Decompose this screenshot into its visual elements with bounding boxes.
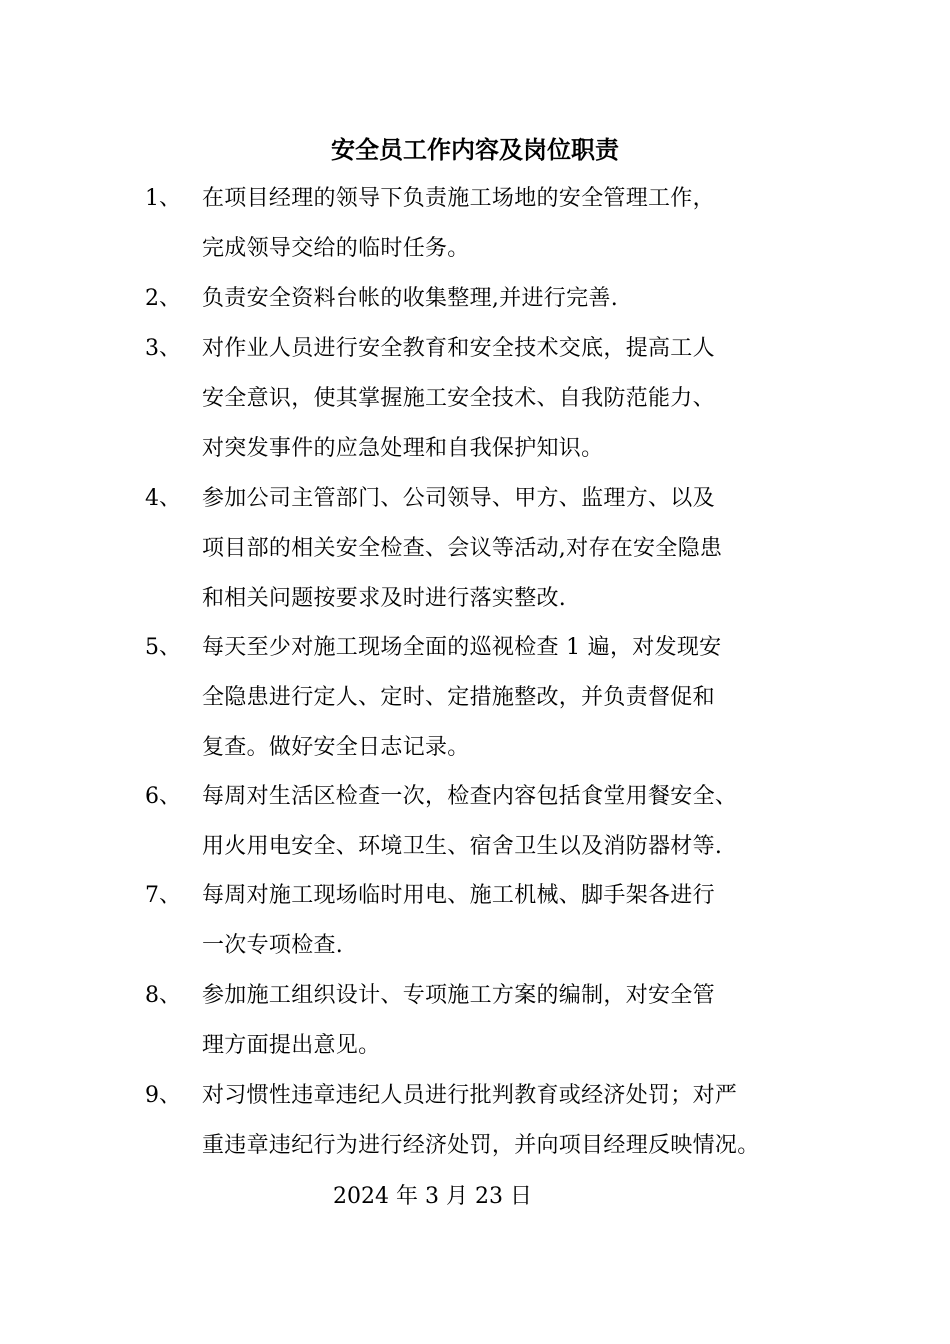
item-text-line: 每周对生活区检查一次，检查内容包括食堂用餐安全、 bbox=[202, 784, 738, 809]
item-number: 2、 bbox=[145, 286, 181, 311]
item-text-line: 重违章违纪行为进行经济处罚，并向项目经理反映情况。 bbox=[202, 1133, 760, 1158]
item-number: 8、 bbox=[145, 983, 181, 1008]
document-title: 安全员工作内容及岗位职责 bbox=[331, 135, 619, 164]
item-number: 3、 bbox=[145, 336, 181, 361]
item-number: 5、 bbox=[145, 635, 181, 660]
item-text-line: 和相关问题按要求及时进行落实整改. bbox=[202, 586, 567, 611]
item-text-line: 对突发事件的应急处理和自我保护知识。 bbox=[202, 436, 604, 461]
item-text-line: 负责安全资料台帐的收集整理,并进行完善. bbox=[202, 286, 618, 311]
item-text-line: 对习惯性违章违纪人员进行批判教育或经济处罚；对严 bbox=[202, 1083, 738, 1108]
item-text-line: 理方面提出意见。 bbox=[202, 1033, 381, 1058]
item-text-line: 项目部的相关安全检查、会议等活动,对存在安全隐患 bbox=[202, 536, 723, 561]
item-text-line: 一次专项检查. bbox=[202, 933, 344, 958]
item-text-line: 用火用电安全、环境卫生、宿舍卫生以及消防器材等. bbox=[202, 834, 723, 859]
item-text-line: 在项目经理的领导下负责施工场地的安全管理工作， bbox=[202, 186, 715, 211]
item-number: 7、 bbox=[145, 883, 181, 908]
item-text-line: 每周对施工现场临时用电、施工机械、脚手架各进行 bbox=[202, 883, 715, 908]
item-text-line: 复查。做好安全日志记录。 bbox=[202, 735, 470, 760]
item-text-line: 对作业人员进行安全教育和安全技术交底，提高工人 bbox=[202, 336, 715, 361]
document-date: 2024 年 3 月 23 日 bbox=[333, 1184, 532, 1209]
item-text-line: 全隐患进行定人、定时、定措施整改，并负责督促和 bbox=[202, 685, 715, 710]
item-number: 4、 bbox=[145, 486, 181, 511]
item-text-line: 每天至少对施工现场全面的巡视检查 1 遍，对发现安 bbox=[202, 635, 722, 660]
item-text-line: 完成领导交给的临时任务。 bbox=[202, 236, 470, 261]
item-number: 6、 bbox=[145, 784, 181, 809]
item-number: 9、 bbox=[145, 1083, 181, 1108]
item-number: 1、 bbox=[145, 186, 181, 211]
item-text-line: 参加施工组织设计、专项施工方案的编制，对安全管 bbox=[202, 983, 715, 1008]
item-text-line: 参加公司主管部门、公司领导、甲方、监理方、以及 bbox=[202, 486, 715, 511]
item-text-line: 安全意识，使其掌握施工安全技术、自我防范能力、 bbox=[202, 386, 715, 411]
